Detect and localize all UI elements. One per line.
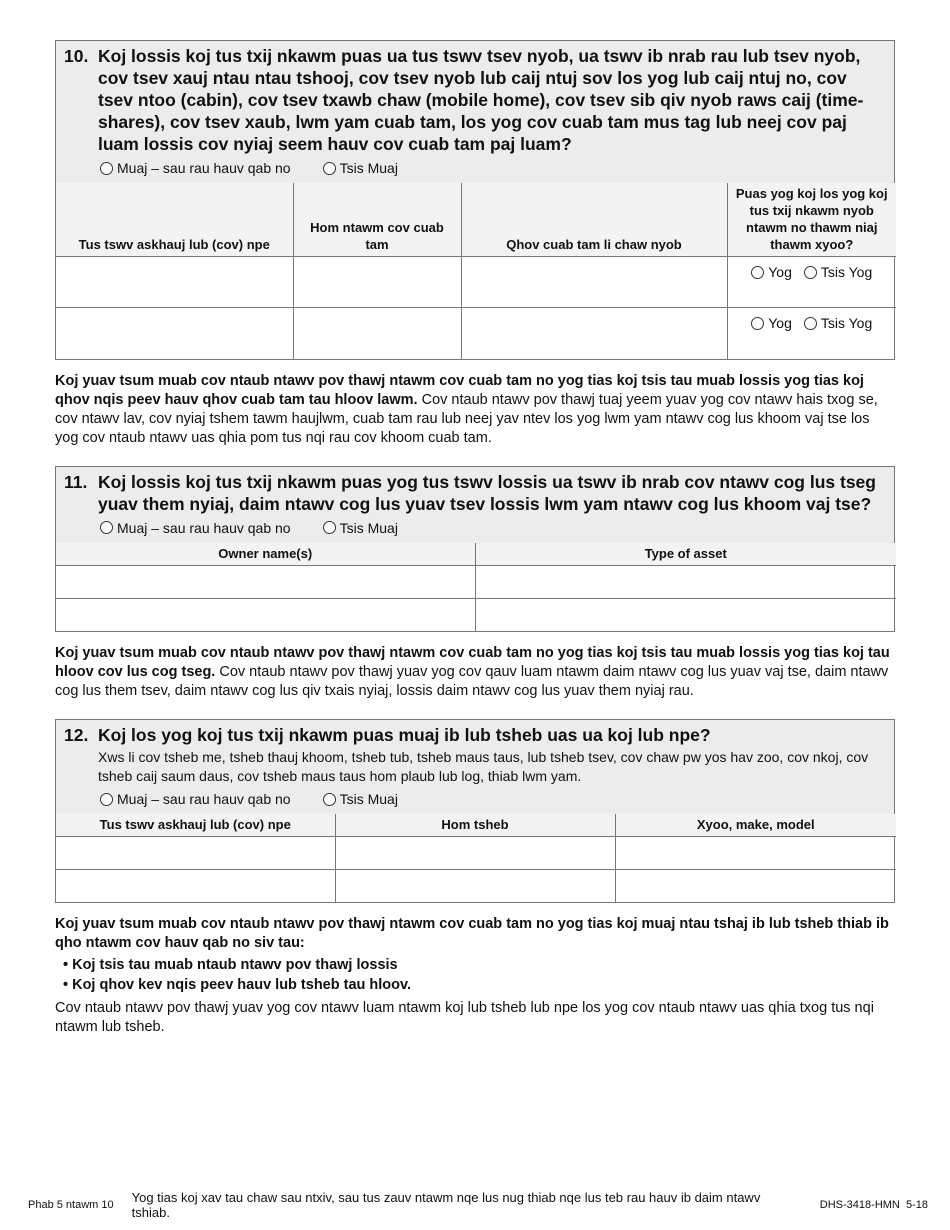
option-no[interactable]: Tsis Muaj: [323, 159, 398, 177]
table-cell: [727, 308, 896, 359]
bullet-item: • Koj tsis tau muab ntaub ntawv pov thawj lossis: [63, 956, 398, 973]
column-header: Type of asset: [475, 543, 896, 566]
column-header: Hom ntawm cov cuab tam: [293, 183, 461, 257]
question-10-header: [56, 41, 894, 183]
table-row: [56, 598, 896, 631]
question-12-note-after: Cov ntaub ntawv pov thawj yuav yog cov ntawv luam ntawm koj lub tsheb lub npe los yog cov ntaub ntawv uas qhia txog tus nqi ntawm lub tsheb.: [55, 999, 874, 1035]
table-row: [56, 565, 896, 598]
question-10-table: [56, 183, 896, 359]
table-cell[interactable]: [56, 308, 293, 359]
question-11-header: [56, 467, 894, 543]
radio-icon[interactable]: [323, 521, 336, 534]
question-11-title: [64, 471, 886, 515]
table-cell[interactable]: [335, 870, 615, 902]
question-12-bullets: [63, 955, 895, 995]
question-12-table: [56, 814, 896, 902]
question-12-options: [100, 790, 886, 808]
question-text: Koj lossis koj tus txij nkawm puas yog tus tswv lossis ua tswv ib nrab cov ntawv cog lus tseg yuav them nyiaj, daim ntawv cog lus yuav tsev lossis lwm yam ntawv cog lus khoom vaj tse?: [98, 471, 876, 514]
radio-icon[interactable]: [751, 266, 764, 279]
option-no[interactable]: Tsis Yog: [804, 315, 872, 331]
column-header: Xyoo, make, model: [615, 814, 896, 837]
radio-icon[interactable]: [804, 266, 817, 279]
table-cell[interactable]: [475, 565, 896, 598]
question-11-note: Koj yuav tsum muab cov ntaub ntawv pov thawj ntawm cov cuab tam no yog tias koj tsis tau muab lossis yog tias koj tau hloov cov lus cog tseg. Cov ntaub ntawv pov thawj yuav yog cov qauv luam ntawm daim ntawv cog lus yuav vaj tse, daim ntawv cog lus them tsev, daim ntawv cog lus qiv txais nyiaj, lossis daim ntawv cog lus yuav them nyiaj rau.: [55, 645, 890, 699]
table-cell: [727, 257, 896, 308]
table-row: [56, 870, 896, 902]
column-header: Tus tswv askhauj lub (cov) npe: [56, 814, 335, 837]
table-row: [56, 308, 896, 359]
question-11-table: [56, 543, 896, 632]
form-number: DHS-3418-HMN 5-18: [819, 1199, 928, 1211]
column-header: Tus tswv askhauj lub (cov) npe: [56, 183, 293, 257]
table-cell[interactable]: [56, 565, 475, 598]
question-12-title: [64, 724, 886, 746]
column-header: Qhov cuab tam li chaw nyob: [461, 183, 727, 257]
table-row: [56, 257, 896, 308]
table-cell[interactable]: [56, 870, 335, 902]
question-number: 12.: [64, 725, 89, 745]
question-10-options: [100, 159, 886, 177]
question-text: Koj lossis koj tus txij nkawm puas ua tus tswv tsev nyob, ua tswv ib nrab rau lub tsev nyob, cov tsev xauj ntau ntau tshooj, cov tsev nyob lub caij ntuj sov los yog lub caij ntuj no, cov tsev ntoo (cabin), cov tsev txawb chaw (mobile home), cov tsev sib qiv nyob raws caij (time-shares), cov tsev xaub, lwm yam cuab tam, los yog cov cuab tam mus tag lub neej cov paj luam lossis cov nyiaj seem hauv cov cuab tam paj luam?: [98, 46, 864, 154]
question-12-note: Koj yuav tsum muab cov ntaub ntawv pov thawj ntawm cov cuab tam no yog tias koj muaj ntau tshaj ib lub tsheb thiab ib qho ntawm cov hauv qab no siv tau:: [55, 915, 889, 951]
question-12-description: Xws li cov tsheb me, tsheb thauj khoom, tsheb tub, tsheb maus taus, lub tsheb tsev, cov chaw pw yos hav zoo, cov nkoj, cov tsheb caij saum daus, cov tsheb maus taus hom plaub lub log, thiab lwm yam.: [98, 749, 869, 784]
table-cell[interactable]: [335, 837, 615, 870]
option-yes[interactable]: Yog: [751, 315, 792, 331]
radio-icon[interactable]: [100, 521, 113, 534]
page-footer: [28, 1190, 928, 1220]
column-header: Puas yog koj los yog koj tus txij nkawm nyob ntawm no thawm niaj thawm xyoo?: [727, 183, 896, 257]
table-row: [56, 837, 896, 870]
radio-icon[interactable]: [100, 793, 113, 806]
footer-instruction: Yog tias koj xav tau chaw sau ntxiv, sau tus zauv ntawm nqe lus nug thiab nqe lus teb rau hauv ib daim ntawv tshiab.: [131, 1190, 761, 1220]
column-header: Owner name(s): [56, 543, 475, 566]
question-12-header: [56, 720, 894, 814]
radio-icon[interactable]: [804, 317, 817, 330]
table-cell[interactable]: [56, 837, 335, 870]
question-text: Koj los yog koj tus txij nkawm puas muaj ib lub tsheb uas ua koj lub npe?: [98, 725, 711, 745]
question-11-options: [100, 519, 886, 537]
question-11-section: [55, 466, 895, 633]
question-10-title: [64, 45, 886, 155]
question-10-section: [55, 40, 895, 360]
form-page: [55, 40, 895, 1037]
table-cell[interactable]: [56, 257, 293, 308]
column-header: Hom tsheb: [335, 814, 615, 837]
option-yes[interactable]: Yog: [751, 264, 792, 280]
option-yes-list-below[interactable]: Muaj – sau rau hauv qab no: [100, 519, 291, 537]
question-number: 10.: [64, 46, 89, 66]
radio-icon[interactable]: [751, 317, 764, 330]
table-cell[interactable]: [293, 257, 461, 308]
option-yes-list-below[interactable]: Muaj – sau rau hauv qab no: [100, 790, 291, 808]
table-cell[interactable]: [475, 598, 896, 631]
question-10-note: Koj yuav tsum muab cov ntaub ntawv pov thawj ntawm cov cuab tam no yog tias koj tsis tau muab lossis yog tias koj qhov nqis peev hauv qhov cuab tam tau hloov lawm. Cov ntaub ntawv pov thawj tuaj yeem yuav yog cov ntawv hais txog se, cov ntawv lav, cov nyiaj tshem tawm haujlwm, cuab tam rau lub neej yav ntev los yog lwm yam ntawv cog lus khoom vaj tse los yog cov ntaub ntawv uas qhia pom tus nqi rau cov khoom cuab tam.: [55, 372, 878, 446]
table-cell[interactable]: [293, 308, 461, 359]
table-cell[interactable]: [615, 837, 896, 870]
page-number: Phab 5 ntawm 10: [28, 1199, 114, 1211]
radio-icon[interactable]: [323, 162, 336, 175]
table-cell[interactable]: [56, 598, 475, 631]
bullet-item: • Koj qhov kev nqis peev hauv lub tsheb tau hloov.: [63, 976, 412, 993]
radio-icon[interactable]: [100, 162, 113, 175]
question-12-section: [55, 719, 895, 903]
table-cell[interactable]: [461, 308, 727, 359]
table-cell[interactable]: [461, 257, 727, 308]
option-no[interactable]: Tsis Yog: [804, 264, 872, 280]
radio-icon[interactable]: [323, 793, 336, 806]
option-no[interactable]: Tsis Muaj: [323, 790, 398, 808]
option-no[interactable]: Tsis Muaj: [323, 519, 398, 537]
option-yes-list-below[interactable]: Muaj – sau rau hauv qab no: [100, 159, 291, 177]
question-number: 11.: [64, 471, 88, 492]
table-cell[interactable]: [615, 870, 896, 902]
